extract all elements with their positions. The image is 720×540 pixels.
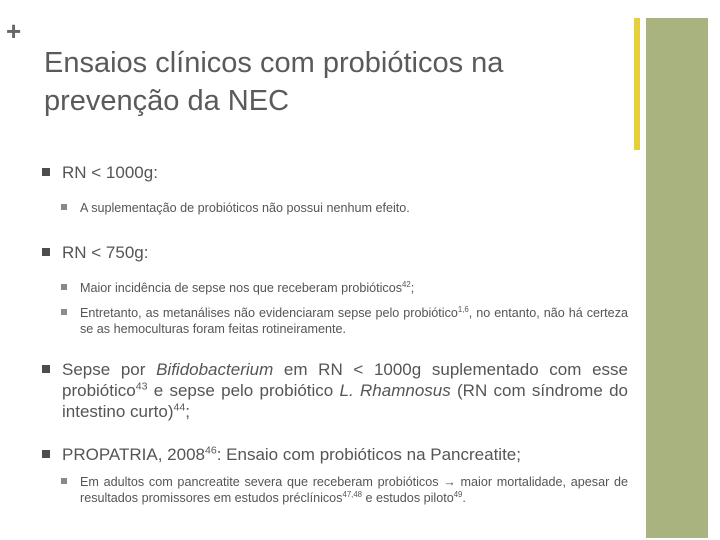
accent-bar-yellow: [634, 18, 640, 150]
reference-superscript: 47,48: [342, 489, 362, 499]
sub-bullet-text: e estudos piloto: [362, 491, 454, 505]
sub-bullet-no-effect: [42, 200, 628, 216]
bullet-text: Sepse por: [62, 360, 157, 379]
sub-bullet-text: maior mortalidade, apesar de resultados promissores em estudos préclínicos: [80, 475, 628, 505]
sub-bullet-pancreatitis-adults: [42, 474, 628, 506]
reference-superscript: 42: [402, 279, 411, 289]
sub-bullet-text: A suplementação de probióticos não possui nenhum efeito.: [80, 201, 410, 215]
reference-superscript: 44: [173, 401, 186, 414]
bullet-text: e sepse pelo probiótico: [147, 381, 340, 400]
sub-bullet-text: Entretanto, as metanálises não evidenciaram sepse pelo probiótico: [80, 306, 458, 320]
sub-bullet-text: Maior incidência de sepse nos que receberam probióticos: [80, 281, 403, 295]
organism-name: L. Rhamnosus: [339, 381, 451, 400]
square-bullet-icon: [42, 365, 50, 373]
arrow-right-icon: →: [443, 475, 456, 489]
bullet-text: (RN com síndrome do intestino curto): [62, 381, 628, 421]
sub-bullet-meta-analyses: [42, 305, 628, 337]
bullet-bifidobacterium-sepsis: [42, 359, 628, 422]
slide-content: [42, 162, 628, 506]
bullet-text: ;: [185, 402, 190, 421]
bullet-rn-750g: [42, 242, 628, 263]
bullet-rn-1000g: [42, 162, 628, 183]
bullet-text: : Ensaio com probióticos na Pancreatite;: [216, 445, 521, 464]
sub-bullet-sepsis-incidence: [42, 280, 628, 296]
sub-bullet-text: , no entanto, não há certeza se as hemoculturas foram feitas rotineiramente.: [80, 306, 628, 336]
reference-superscript: 1,6: [457, 304, 469, 314]
square-bullet-icon: [42, 248, 50, 256]
reference-superscript: 43: [135, 380, 148, 393]
sub-bullet-text: .: [462, 491, 466, 505]
square-bullet-icon: [42, 168, 50, 176]
square-bullet-icon: [61, 309, 67, 315]
bullet-text: RN < 750g:: [62, 243, 149, 262]
square-bullet-icon: [61, 284, 67, 290]
organism-name: Bifidobacterium: [156, 360, 274, 379]
bullet-text: em RN < 1000g suplementado com esse probiótico: [62, 360, 628, 400]
bullet-text: PROPATRIA, 2008: [62, 445, 205, 464]
reference-superscript: 46: [204, 444, 217, 457]
bullet-text: RN < 1000g:: [62, 163, 158, 182]
sub-bullet-text: ;: [410, 281, 415, 295]
reference-superscript: 49: [453, 489, 463, 499]
bullet-propatria: [42, 444, 628, 465]
square-bullet-icon: [42, 450, 50, 458]
accent-bar-green: [646, 18, 708, 538]
square-bullet-icon: [61, 204, 67, 210]
square-bullet-icon: [61, 478, 67, 484]
plus-icon: +: [6, 16, 22, 46]
sub-bullet-text: Em adultos com pancreatite severa que receberam probióticos: [80, 475, 444, 489]
slide-title: Ensaios clínicos com probióticos na prevenção da NEC: [44, 47, 504, 117]
